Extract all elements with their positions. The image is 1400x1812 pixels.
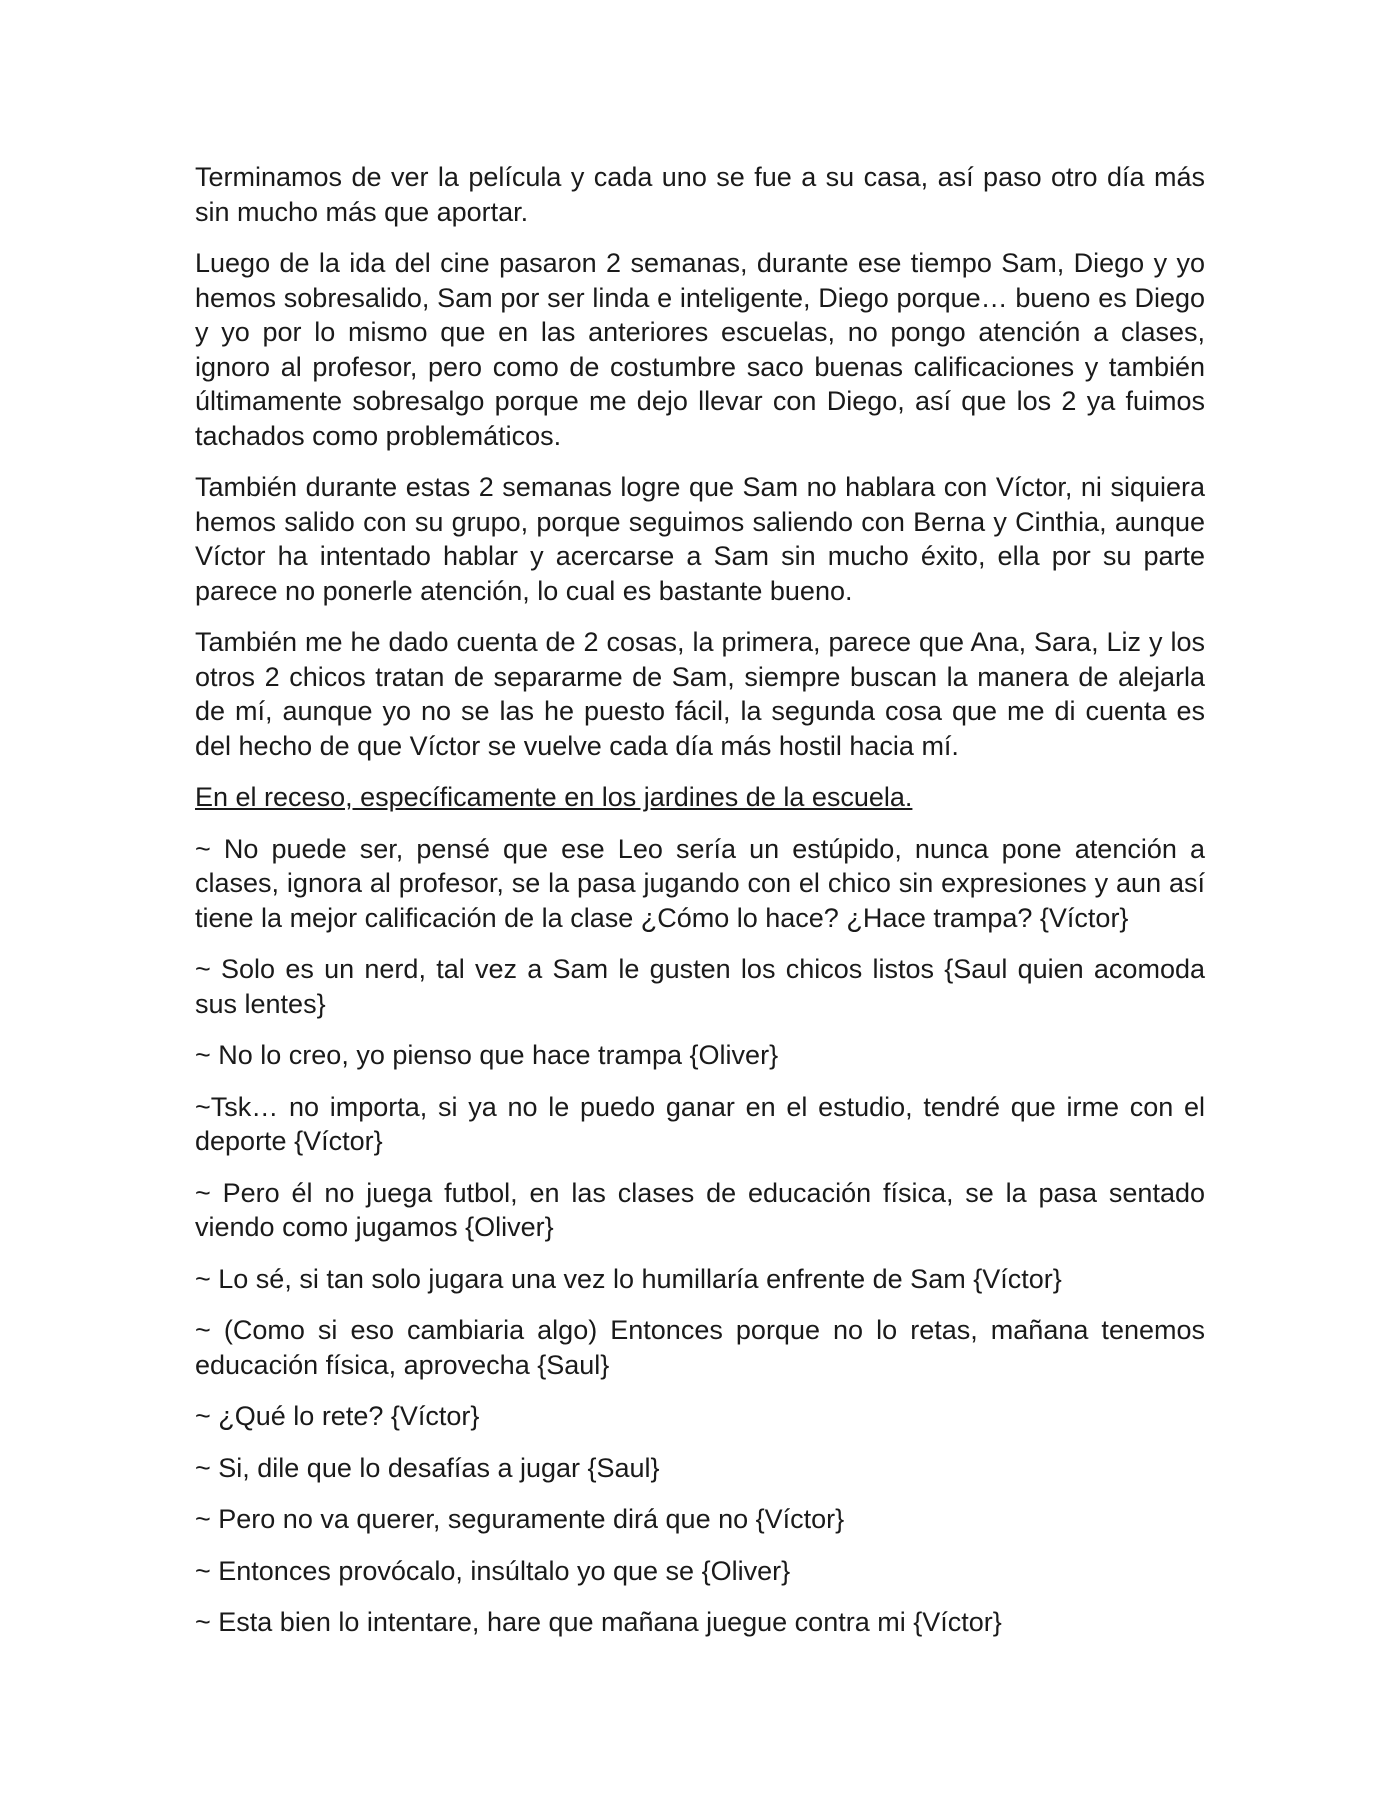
narrative-paragraph: También durante estas 2 semanas logre que Sam no hablara con Víctor, ni siquiera hemos salido con su grupo, porque seguimos saliendo con Berna y Cinthia, aunque Víctor ha intentado hablar y acercarse a Sam sin mucho éxito, ella por su parte parece no ponerle atención, lo cual es bastante bueno. <box>195 472 1205 606</box>
dialogue-line: ~ Si, dile que lo desafías a jugar {Saul} <box>195 1452 660 1483</box>
dialogue-line: ~Tsk… no importa, si ya no le puedo ganar en el estudio, tendré que irme con el deporte {Víctor} <box>195 1091 1205 1156</box>
scene-heading: En el receso, específicamente en los jardines de la escuela. <box>195 782 913 812</box>
dialogue-line: ~ Solo es un nerd, tal vez a Sam le gusten los chicos listos {Saul quien acomoda sus lentes} <box>195 954 1205 1019</box>
document-page <box>195 160 1205 1657</box>
dialogue-line: ~ ¿Qué lo rete? {Víctor} <box>195 1401 480 1431</box>
dialogue-line: ~ Pero él no juega futbol, en las clases de educación física, se la pasa sentado viendo como jugamos {Oliver} <box>195 1177 1205 1242</box>
narrative-paragraph: Luego de la ida del cine pasaron 2 semanas, durante ese tiempo Sam, Diego y yo hemos sobresalido, Sam por ser linda e inteligente, Diego porque… bueno es Diego y yo por lo mismo que en las anteriores escuelas, no pongo atención a clases, ignoro al profesor, pero como de costumbre saco buenas calificaciones y también últimamente sobresalgo porque me dejo llevar con Diego, así que los 2 ya fuimos tachados como problemáticos. <box>195 248 1205 451</box>
dialogue-line: ~ No puede ser, pensé que ese Leo sería un estúpido, nunca pone atención a clases, ignora al profesor, se la pasa jugando con el chico sin expresiones y aun así tiene la mejor calificación de la clase ¿Cómo lo hace? ¿Hace trampa? {Víctor} <box>195 833 1205 933</box>
dialogue-line: ~ Lo sé, si tan solo jugara una vez lo humillaría enfrente de Sam {Víctor} <box>195 1263 1062 1294</box>
dialogue-line: ~ (Como si eso cambiaria algo) Entonces porque no lo retas, mañana tenemos educación física, aprovecha {Saul} <box>195 1315 1205 1380</box>
dialogue-line: ~ No lo creo, yo pienso que hace trampa {Oliver} <box>195 1040 779 1070</box>
dialogue-line: ~ Entonces provócalo, insúltalo yo que se {Oliver} <box>195 1555 791 1586</box>
narrative-paragraph: Terminamos de ver la película y cada uno se fue a su casa, así paso otro día más sin mucho más que aportar. <box>195 162 1205 227</box>
dialogue-line: ~ Esta bien lo intentare, hare que mañana juegue contra mi {Víctor} <box>195 1607 1002 1637</box>
dialogue-line: ~ Pero no va querer, seguramente dirá que no {Víctor} <box>195 1504 845 1534</box>
narrative-paragraph: También me he dado cuenta de 2 cosas, la primera, parece que Ana, Sara, Liz y los otros 2 chicos tratan de separarme de Sam, siempre buscan la manera de alejarla de mí, aunque yo no se las he puesto fácil, la segunda cosa que me di cuenta es del hecho de que Víctor se vuelve cada día más hostil hacia mí. <box>195 627 1205 761</box>
